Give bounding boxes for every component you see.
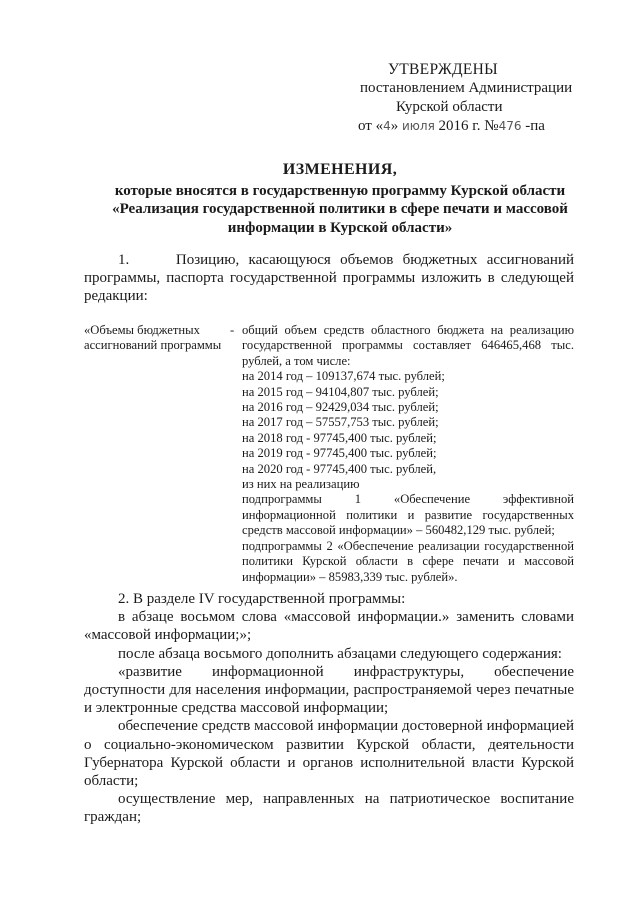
- section-2-paragraph: в абзаце восьмом слова «массовой информации.» заменить словами «массовой информации;»;: [84, 609, 574, 644]
- budget-table-label: «Объемы бюджетных ассигнований программы: [84, 323, 222, 353]
- budget-line: на 2020 год - 97745,400 тыс. рублей,: [242, 461, 437, 476]
- budget-table-dash: -: [230, 323, 235, 337]
- heading-line-1: которые вносятся в государственную программу Курской области: [114, 182, 566, 199]
- heading-line-3: информации в Курской области»: [227, 219, 453, 236]
- section-2-paragraph: обеспечение средств массовой информации достоверной информацией о социально-экономическом развитии Курской области, деятельности Губернатора Курской области и органов исполнительной власти Курской области;: [84, 718, 574, 790]
- budget-line: на 2018 год - 97745,400 тыс. рублей;: [242, 430, 437, 445]
- budget-line: на 2019 год - 97745,400 тыс. рублей;: [242, 446, 437, 461]
- budget-line: подпрограммы 2 «Обеспечение реализации государственной политики Курской области в сфере печати и массовой информации» – 85983,339 тыс. рублей».: [242, 538, 574, 584]
- budget-line: подпрограммы 1 «Обеспечение эффективной информационной политики и развитие государственных средств массовой информации» – 560482,129 тыс. рублей;: [242, 492, 574, 538]
- approval-title: УТВЕРЖДЕНЫ: [388, 61, 498, 78]
- date-suffix: -па: [521, 118, 545, 134]
- date-mid: »: [390, 118, 402, 134]
- heading-main: ИЗМЕНЕНИЯ,: [282, 161, 398, 178]
- section-2: [84, 590, 574, 827]
- budget-line: на 2014 год – 109137,674 тыс. рублей;: [242, 369, 445, 384]
- date-number: 476: [498, 119, 522, 133]
- budget-table-values: [242, 323, 574, 585]
- section-2-paragraph: 2. В разделе IV государственной программы:: [118, 591, 406, 607]
- approval-date: [358, 117, 588, 136]
- date-month: июля: [402, 119, 435, 133]
- document-heading: [80, 161, 600, 237]
- date-day: 4: [383, 119, 391, 133]
- date-year: 2016 г. №: [434, 118, 499, 134]
- budget-line: на 2015 год – 94104,807 тыс. рублей;: [242, 384, 439, 399]
- date-prefix: от «: [358, 118, 384, 134]
- section-2-paragraph: осуществление мер, направленных на патриотическое воспитание граждан;: [84, 791, 574, 826]
- approval-block: [358, 60, 588, 136]
- budget-line: общий объем средств областного бюджета на реализацию государственной программы составляет 646465,468 тыс. рублей, а том числе:: [242, 323, 574, 368]
- budget-line: из них на реализацию: [242, 477, 360, 492]
- paragraph-1: 1. Позицию, касающуюся объемов бюджетных ассигнований программы, паспорта государственной программы изложить в следующей редакции:: [84, 252, 574, 305]
- budget-line: на 2017 год – 57557,753 тыс. рублей;: [242, 415, 439, 430]
- budget-line: на 2016 год – 92429,034 тыс. рублей;: [242, 400, 439, 415]
- approval-line-2: постановлением Администрации: [360, 80, 573, 96]
- section-2-paragraph: «развитие информационной инфраструктуры, обеспечение доступности для населения информации, распространяемой через печатные и электронные средства массовой информации;: [84, 663, 574, 717]
- heading-line-2: «Реализация государственной политики в сфере печати и массовой: [112, 201, 568, 217]
- approval-line-3: Курской области: [396, 99, 503, 115]
- section-2-paragraph: после абзаца восьмого дополнить абзацами следующего содержания:: [118, 645, 562, 662]
